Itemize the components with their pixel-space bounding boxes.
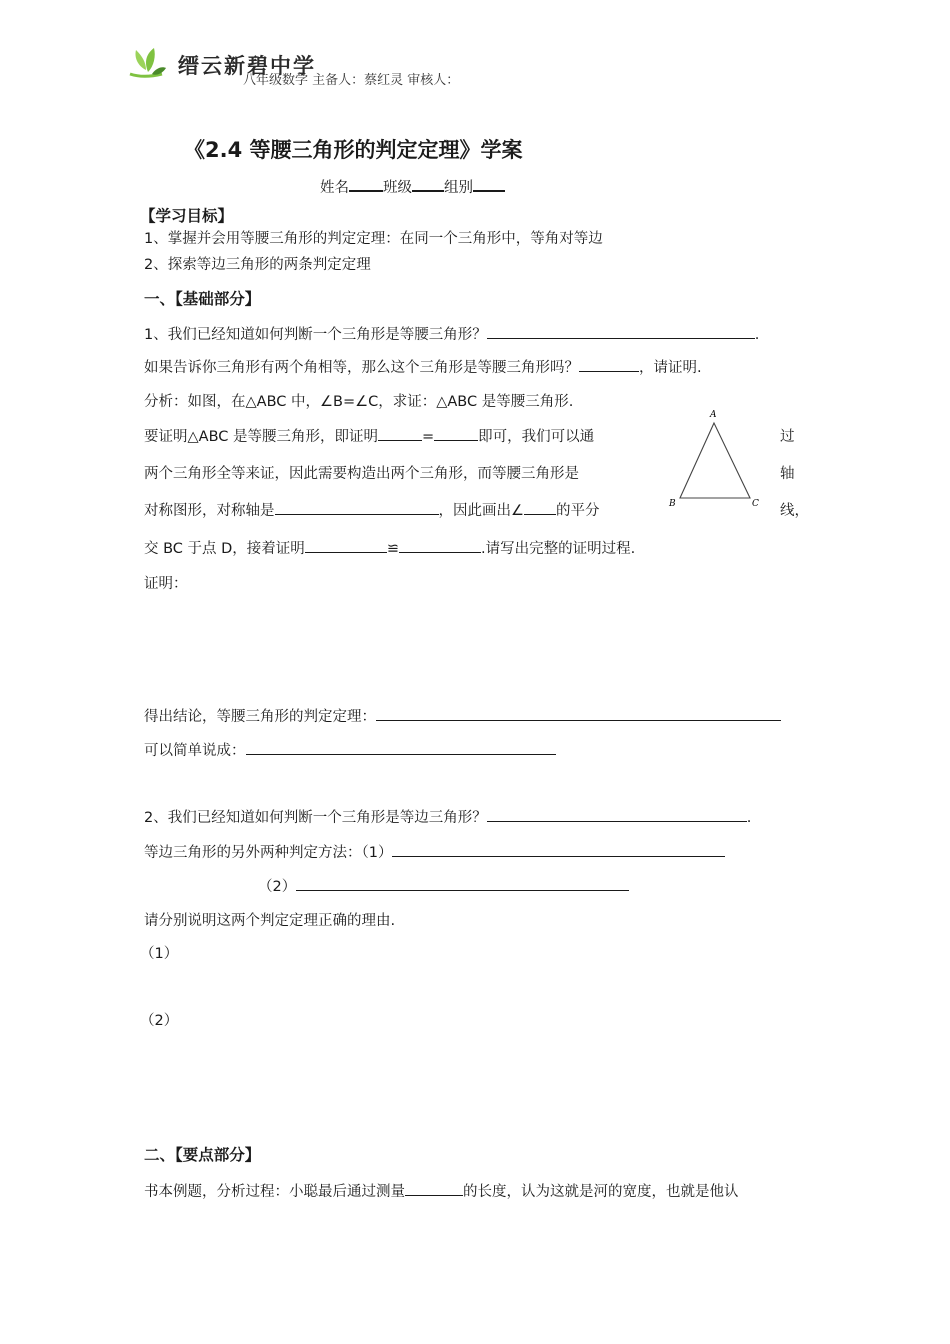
side-blank-1[interactable] [378, 426, 422, 441]
q2-line3 [258, 875, 629, 896]
vertex-b-label: B [669, 499, 676, 509]
q2-item-2: （2） [140, 1013, 179, 1029]
q1-line4-text: 要证明△ABC 是等腰三角形，即证明 [144, 429, 378, 445]
congruent-blank-1[interactable] [305, 538, 387, 553]
objectives-heading: 【学习目标】 [140, 207, 234, 225]
q2-method1-blank[interactable] [392, 842, 725, 857]
q2-line2 [144, 841, 725, 862]
q1-line6-mid: ，因此画出∠ [438, 503, 524, 519]
q2-answer-blank[interactable] [487, 807, 747, 822]
q1-line6-text: 对称图形，对称轴是 [144, 503, 275, 519]
side-blank-2[interactable] [434, 426, 478, 441]
proof-label: 证明： [144, 576, 188, 592]
q1-line5: 两个三角形全等来证，因此需要构造出两个三角形，而等腰三角形是 [144, 466, 579, 482]
header-meta: 八年级数学 主备人：蔡红灵 审核人： [243, 73, 460, 88]
q1-line1 [144, 323, 759, 344]
q2-item-1: （1） [140, 946, 179, 962]
triangle-shape [680, 423, 750, 498]
group-label: 组别 [444, 180, 473, 196]
q1-line4-right: 过 [780, 429, 795, 445]
period: . [746, 810, 752, 826]
q2-question-text: 2、我们已经知道如何判断一个三角形是等边三角形？ [144, 810, 487, 826]
q2-line4: 请分别说明这两个判定定理正确的理由. [144, 913, 396, 929]
q1-yesno-blank[interactable] [579, 357, 639, 372]
document-title: 《2.4 等腰三角形的判定定理》学案 [184, 138, 523, 162]
class-label: 班级 [383, 180, 412, 196]
name-label: 姓名 [320, 180, 349, 196]
q2-method2-text: （2） [258, 879, 297, 895]
class-blank[interactable] [412, 176, 444, 192]
q1-line4-tail: 即可，我们可以通 [478, 429, 595, 445]
q1-line2-text: 如果告诉你三角形有两个角相等，那么这个三角形是等腰三角形吗？ [144, 360, 579, 376]
vertex-a-label: A [710, 410, 717, 420]
q1-line7-tail: .请写出完整的证明过程. [480, 541, 636, 557]
part2-heading: 二、【要点部分】 [144, 1146, 261, 1164]
q1-line5-right: 轴 [780, 466, 795, 482]
equals-sign: = [422, 429, 435, 445]
part2-text-tail: 的长度，认为这就是河的宽度，也就是他认 [463, 1184, 739, 1200]
q1-line2 [144, 356, 702, 377]
measure-blank[interactable] [405, 1181, 463, 1196]
congruent-blank-2[interactable] [399, 538, 481, 553]
q1-line7 [144, 537, 635, 558]
school-logo-icon [126, 44, 168, 82]
q1-line7-text: 交 BC 于点 D，接着证明 [144, 541, 305, 557]
angle-blank[interactable] [524, 500, 556, 515]
school-name: 缙云新碧中学 [178, 53, 316, 78]
part1-heading: 一、【基础部分】 [144, 290, 261, 308]
conclusion-line [144, 705, 781, 726]
q1-answer-blank[interactable] [487, 324, 755, 339]
q1-line6-right: 线， [780, 503, 809, 519]
part2-text: 书本例题，分析过程：小聪最后通过测量 [144, 1184, 405, 1200]
group-blank[interactable] [473, 176, 505, 192]
theorem-blank[interactable] [376, 706, 781, 721]
q1-analysis: 分析：如图，在△ABC 中，∠B=∠C，求证：△ABC 是等腰三角形. [144, 394, 574, 410]
congruent-symbol: ≌ [386, 541, 399, 557]
objective-item: 2、探索等边三角形的两条判定定理 [144, 257, 371, 273]
conclusion-text: 得出结论，等腰三角形的判定定理： [144, 709, 376, 725]
q2-method1-text: 等边三角形的另外两种判定方法：（1） [144, 845, 393, 861]
simple-statement-text: 可以简单说成： [144, 743, 246, 759]
axis-blank[interactable] [275, 500, 439, 515]
q1-line4 [144, 425, 594, 446]
q2-method2-blank[interactable] [296, 876, 629, 891]
q1-question-text: 1、我们已经知道如何判断一个三角形是等腰三角形？ [144, 327, 487, 343]
period: . [754, 327, 760, 343]
name-blank[interactable] [349, 176, 383, 192]
q1-line6-tail: 的平分 [556, 503, 600, 519]
simple-statement-blank[interactable] [246, 740, 556, 755]
triangle-abc-figure [664, 406, 764, 512]
student-info-line [320, 176, 505, 197]
simple-statement-line [144, 739, 556, 760]
q1-line2-tail: ，请证明. [639, 360, 702, 376]
part2-line1 [144, 1180, 739, 1201]
q1-line6 [144, 499, 600, 520]
q2-line1 [144, 806, 751, 827]
objective-item: 1、掌握并会用等腰三角形的判定定理：在同一个三角形中，等角对等边 [144, 231, 603, 247]
vertex-c-label: C [752, 499, 759, 509]
